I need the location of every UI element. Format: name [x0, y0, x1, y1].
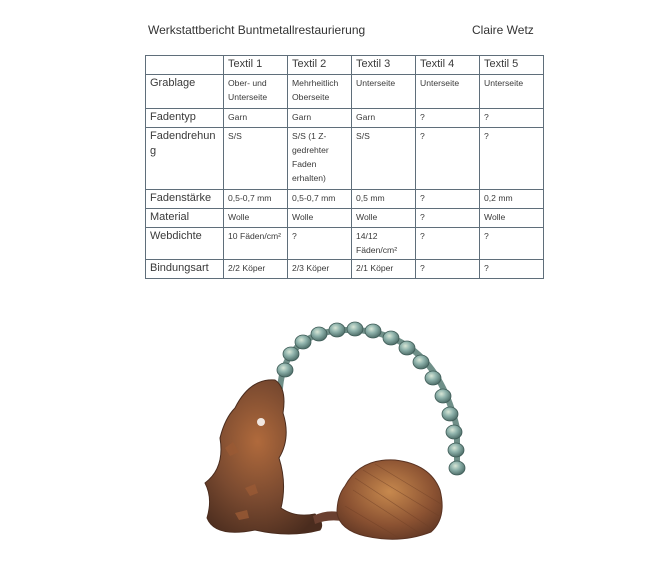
- table-cell: 2/3 Köper: [288, 260, 352, 279]
- table-cell: 2/1 Köper: [352, 260, 416, 279]
- table-cell: ?: [416, 109, 480, 128]
- row-label: Fadenstärke: [146, 190, 224, 209]
- table-cell: 0,5-0,7 mm: [224, 190, 288, 209]
- table-cell: Unterseite: [416, 75, 480, 109]
- bead: [413, 355, 429, 369]
- table-cell: 10 Fäden/cm²: [224, 228, 288, 260]
- table-cell: Wolle: [352, 209, 416, 228]
- bead: [347, 322, 363, 336]
- table-cell: ?: [480, 228, 544, 260]
- table-cell: 0,2 mm: [480, 190, 544, 209]
- table-cell: ?: [480, 128, 544, 190]
- table-row: [146, 75, 544, 109]
- table-cell: ?: [480, 260, 544, 279]
- table-row: [146, 190, 544, 209]
- table-cell: ?: [288, 228, 352, 260]
- table-row: [146, 260, 544, 279]
- bead: [311, 327, 327, 341]
- textile-analysis-table: [145, 55, 544, 279]
- table-cell: S/S: [352, 128, 416, 190]
- column-header: [146, 56, 224, 75]
- bead: [277, 363, 293, 377]
- bead: [365, 324, 381, 338]
- row-label: Grablage: [146, 75, 224, 109]
- table-cell: ?: [416, 260, 480, 279]
- bead: [449, 461, 465, 475]
- table-cell: ?: [416, 209, 480, 228]
- table-cell: ?: [416, 128, 480, 190]
- table-cell: Unterseite: [480, 75, 544, 109]
- table-row: [146, 109, 544, 128]
- row-label: Fadentyp: [146, 109, 224, 128]
- table-cell: Wolle: [224, 209, 288, 228]
- column-header: Textil 3: [352, 56, 416, 75]
- table-row: [146, 128, 544, 190]
- row-label: Webdichte: [146, 228, 224, 260]
- bead: [295, 335, 311, 349]
- table-cell: Garn: [224, 109, 288, 128]
- table-cell: 0,5-0,7 mm: [288, 190, 352, 209]
- table-cell: ?: [416, 190, 480, 209]
- report-title: Werkstattbericht Buntmetallrestaurierung: [148, 23, 366, 37]
- corroded-bead-ring-artifact: [195, 318, 485, 553]
- bead: [383, 331, 399, 345]
- table-cell: S/S (1 Z-gedrehter Faden erhalten): [288, 128, 352, 190]
- table-cell: Mehrheitlich Oberseite: [288, 75, 352, 109]
- table-cell: S/S: [224, 128, 288, 190]
- bead: [435, 389, 451, 403]
- table-header-row: [146, 56, 544, 75]
- column-header: Textil 5: [480, 56, 544, 75]
- bead: [283, 347, 299, 361]
- table-cell: 14/12 Fäden/cm²: [352, 228, 416, 260]
- table-cell: Garn: [288, 109, 352, 128]
- table-row: [146, 228, 544, 260]
- row-label: Bindungsart: [146, 260, 224, 279]
- table-cell: Wolle: [288, 209, 352, 228]
- row-label: Fadendrehung: [146, 128, 224, 190]
- bead: [446, 425, 462, 439]
- bead: [329, 323, 345, 337]
- column-header: Textil 1: [224, 56, 288, 75]
- author-name: Claire Wetz: [472, 23, 534, 37]
- table-cell: 2/2 Köper: [224, 260, 288, 279]
- column-header: Textil 4: [416, 56, 480, 75]
- bead: [448, 443, 464, 457]
- table-cell: Garn: [352, 109, 416, 128]
- bead: [442, 407, 458, 421]
- table-cell: 0,5 mm: [352, 190, 416, 209]
- bead: [425, 371, 441, 385]
- table-cell: ?: [416, 228, 480, 260]
- table-cell: ?: [480, 109, 544, 128]
- table-cell: Wolle: [480, 209, 544, 228]
- table-row: [146, 209, 544, 228]
- bead: [399, 341, 415, 355]
- table-cell: Ober- und Unterseite: [224, 75, 288, 109]
- row-label: Material: [146, 209, 224, 228]
- table-cell: Unterseite: [352, 75, 416, 109]
- column-header: Textil 2: [288, 56, 352, 75]
